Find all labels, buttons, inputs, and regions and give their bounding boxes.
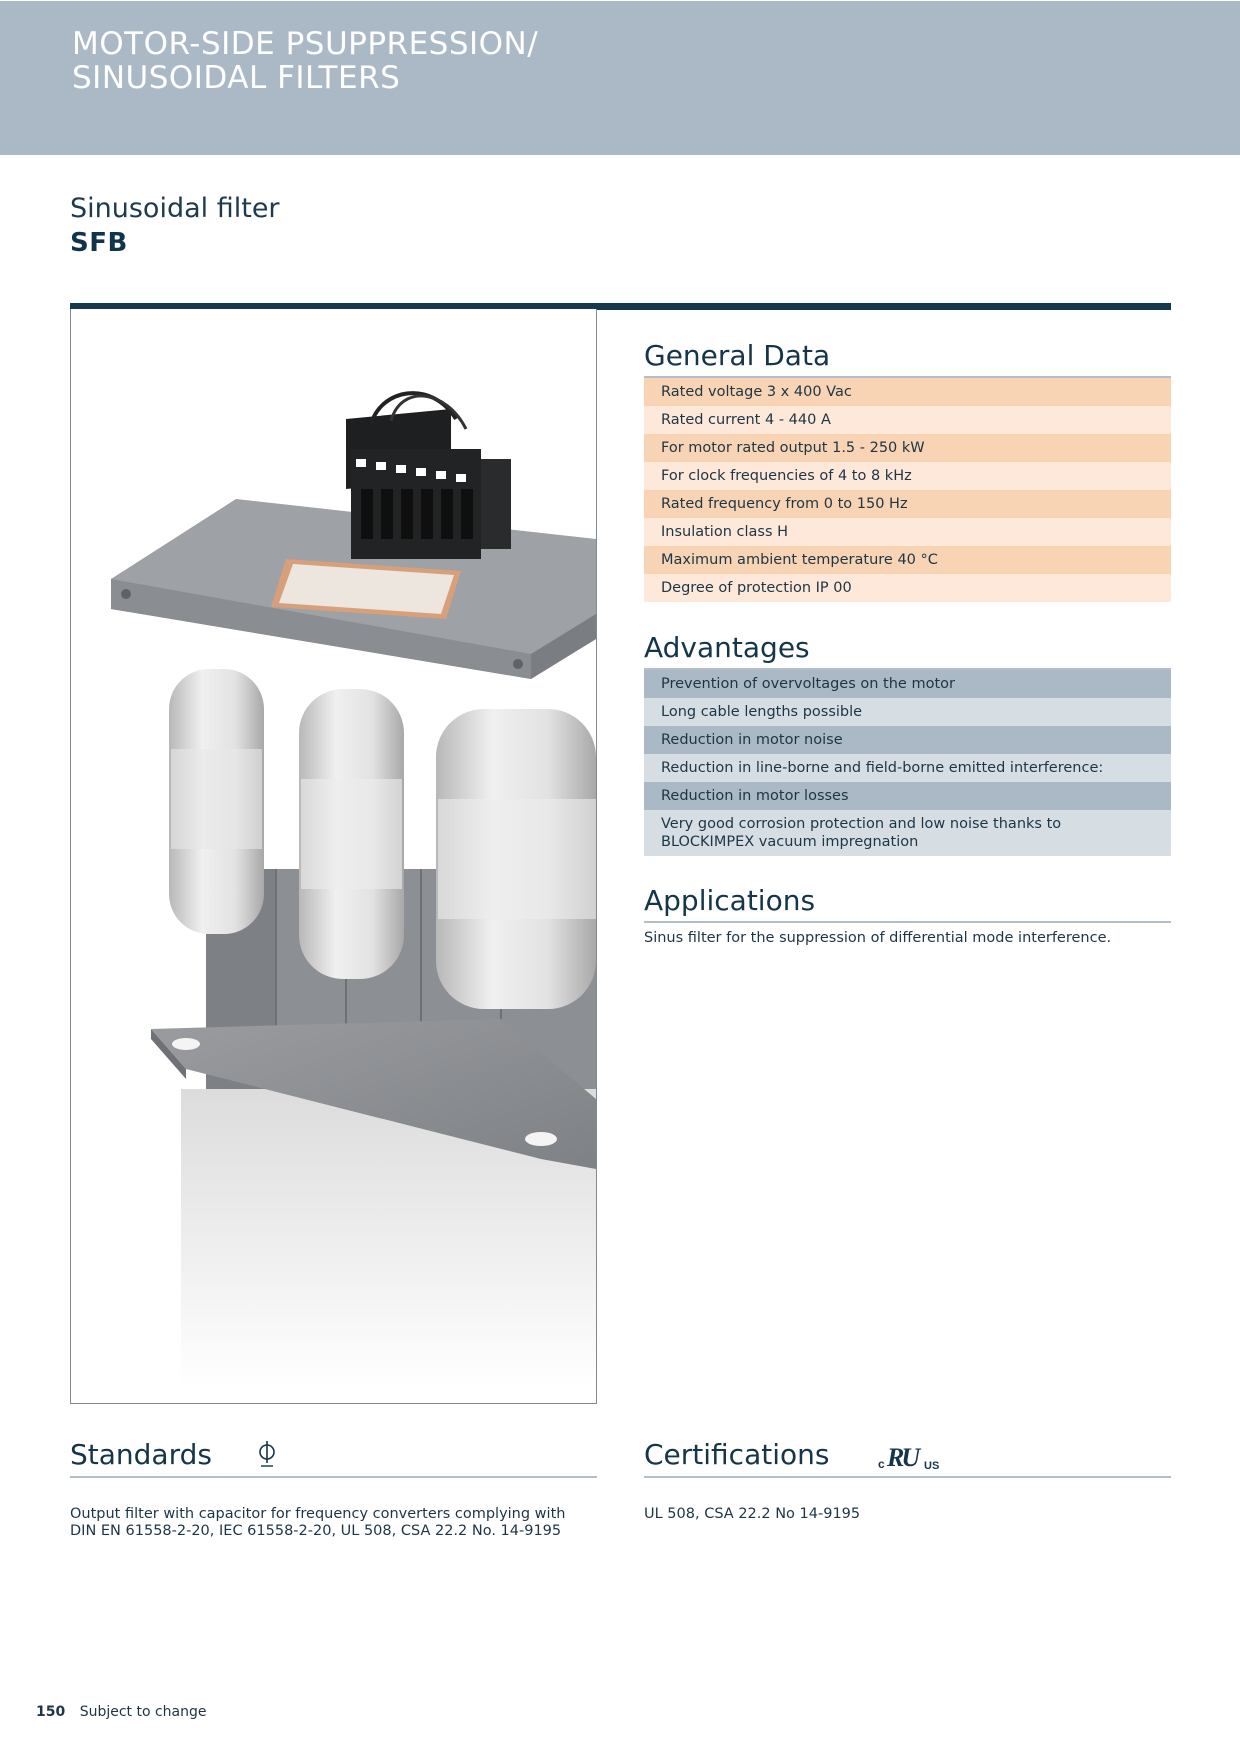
footer-note: Subject to change (79, 1704, 207, 1720)
standards-heading (70, 1438, 597, 1478)
advantages-section (644, 632, 1171, 856)
standards-heading-text: Standards (70, 1438, 212, 1471)
page-title-line2: SINUSOIDAL FILTERS (72, 60, 401, 96)
page-title (72, 27, 538, 95)
page-title-line1: MOTOR-SIDE PSUPPRESSION/ (72, 26, 539, 62)
product-model: SFB (70, 228, 128, 258)
list-item: Insulation class H (644, 518, 1171, 546)
standards-text-line1: Output filter with capacitor for frequency converters complying with (70, 1506, 566, 1522)
logo-mark-text: RU (887, 1443, 918, 1472)
certifications-text: UL 508, CSA 22.2 No 14-9195 (644, 1506, 861, 1522)
general-data-list (644, 378, 1171, 602)
list-item: For motor rated output 1.5 - 250 kW (644, 434, 1171, 462)
logo-us-text: US (924, 1460, 940, 1472)
list-item: Reduction in motor noise (644, 726, 1171, 754)
advantages-list (644, 670, 1171, 856)
page-number: 150 (36, 1704, 66, 1720)
sinusoidal-filter-image (71, 309, 596, 1404)
list-item: Rated frequency from 0 to 150 Hz (644, 490, 1171, 518)
list-item: Very good corrosion protection and low noise thanks to BLOCKIMPEX vacuum impregnation (644, 810, 1171, 856)
applications-heading: Applications (644, 885, 1171, 923)
applications-text: Sinus filter for the suppression of differential mode interference. (644, 930, 1112, 946)
list-item: Long cable lengths possible (644, 698, 1171, 726)
product-subtitle: Sinusoidal filter (70, 193, 280, 224)
certifications-heading-text: Certifications (644, 1438, 830, 1471)
standards-section (70, 1438, 597, 1540)
cul-us-recognized-logo (876, 1442, 948, 1472)
list-item: Prevention of overvoltages on the motor (644, 670, 1171, 698)
general-data-section (644, 340, 1171, 602)
product-photo (70, 309, 597, 1404)
header-band (0, 0, 1240, 155)
advantages-heading: Advantages (644, 632, 1171, 670)
list-item: Maximum ambient temperature 40 °C (644, 546, 1171, 574)
list-item: For clock frequencies of 4 to 8 kHz (644, 462, 1171, 490)
certifications-section (644, 1438, 1171, 1523)
safety-transformer-symbol-icon (255, 1440, 279, 1470)
general-data-heading: General Data (644, 340, 1171, 378)
list-item: Reduction in line-borne and field-borne emitted interference: (644, 754, 1171, 782)
list-item: Rated voltage 3 x 400 Vac (644, 378, 1171, 406)
standards-text (70, 1506, 597, 1540)
logo-c-text: c (878, 1457, 885, 1471)
list-item: Degree of protection IP 00 (644, 574, 1171, 602)
list-item: Reduction in motor losses (644, 782, 1171, 810)
applications-section (644, 885, 1171, 946)
list-item: Rated current 4 - 440 A (644, 406, 1171, 434)
footer (36, 1704, 207, 1720)
certifications-heading (644, 1438, 1171, 1478)
standards-text-line2: DIN EN 61558-2-20, IEC 61558-2-20, UL 508, CSA 22.2 No. 14-9195 (70, 1523, 562, 1539)
